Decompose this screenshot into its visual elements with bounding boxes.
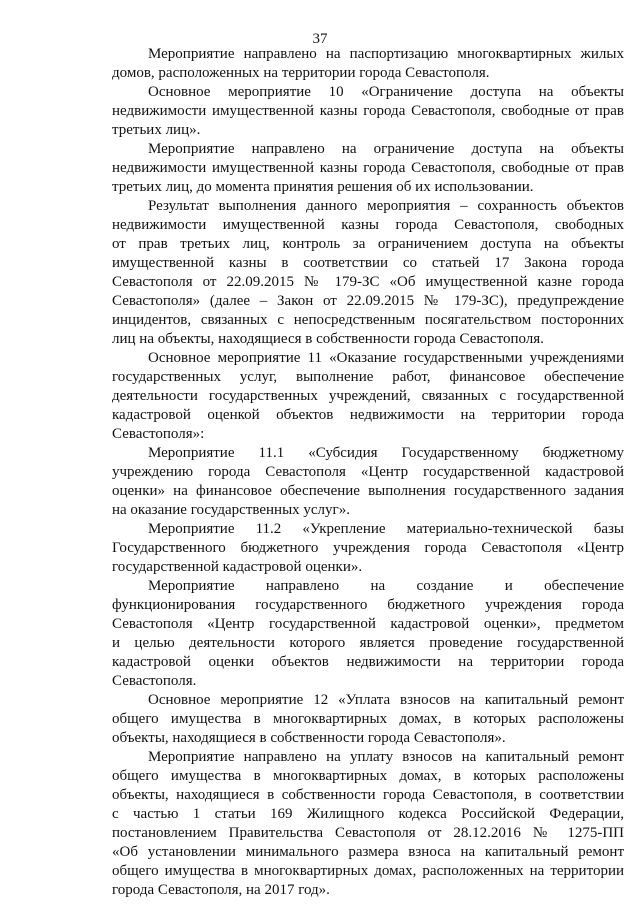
text-line: от прав третьих лиц, контроль за ограничением доступа на объекты [112, 236, 624, 252]
text-line: Основное мероприятие 12 «Уплата взносов на капитальный ремонт [148, 692, 624, 708]
text-line: государственной кадастровой оценки». [112, 559, 363, 575]
text-line: Севастополя от 22.09.2015 № 179-ЗС «Об имущественной казне города [112, 274, 624, 290]
text-line: «Об установлении минимального размера взноса на капитальный ремонт [112, 844, 624, 860]
text-line: недвижимости имущественной казны города Севастополя, свободных [112, 217, 624, 233]
text-line: третьих лиц, до момента принятия решения об их использовании. [112, 179, 534, 195]
text-line: деятельности государственных учреждений, связанных с государственной [112, 388, 624, 404]
text-line: объекты, находящиеся в собственности города Севастополя». [112, 730, 506, 746]
text-line: инцидентов, связанных с непосредственным посягательством посторонних [112, 312, 624, 328]
text-line: домов, расположенных на территории города Севастополя. [112, 65, 490, 81]
text-line: объекты, находящиеся в собственности города Севастополя, в соответствии [112, 787, 624, 803]
text-line: Севастополя» (далее – Закон от 22.09.2015 № 179-ЗС), предупреждение [112, 293, 624, 309]
text-line: Севастополя»: [112, 426, 205, 442]
text-line: оценки» на финансовое обеспечение выполнения государственного задания [112, 483, 624, 499]
text-line: общего имущества в многоквартирных домах, расположенных на территории [112, 863, 624, 879]
text-line: Мероприятие направлено на ограничение доступа на объекты [148, 141, 624, 157]
text-line: кадастровой оценки объектов недвижимости на территории города [112, 654, 624, 670]
text-line: Мероприятие 11.1 «Субсидия Государственному бюджетному [148, 445, 624, 461]
text-line: Севастополя. [112, 673, 197, 689]
text-line: Мероприятие 11.2 «Укрепление материально-технической базы [148, 521, 624, 537]
text-line: функционирования государственного бюджетного учреждения города [112, 597, 624, 613]
text-line: недвижимости имущественной казны города Севастополя, свободные от прав [112, 160, 624, 176]
page-number: 37 [312, 31, 328, 47]
text-line: Государственного бюджетного учреждения города Севастополя «Центр [112, 540, 624, 556]
text-line: Результат выполнения данного мероприятия – сохранность объектов [148, 198, 624, 214]
text-line: общего имущества в многоквартирных домах, в которых расположены [112, 711, 624, 727]
text-line: Основное мероприятие 11 «Оказание государственными учреждениями [148, 350, 624, 366]
text-line: государственных услуг, выполнение работ, финансовое обеспечение [112, 369, 624, 385]
text-line: имущественной казны в соответствии со статьей 17 Закона города [112, 255, 624, 271]
text-line: лиц на объекты, находящиеся в собственности города Севастополя. [112, 331, 544, 347]
text-line: Основное мероприятие 10 «Ограничение доступа на объекты [148, 84, 624, 100]
text-line: и целью деятельности которого является проведение государственной [112, 635, 624, 651]
text-line: учреждению города Севастополя «Центр государственной кадастровой [112, 464, 624, 480]
text-line: Мероприятие направлено на создание и обеспечение [148, 578, 624, 594]
text-line: города Севастополя, на 2017 год». [112, 882, 330, 898]
text-line: постановлением Правительства Севастополя от 28.12.2016 № 1275-ПП [112, 825, 624, 841]
text-line: Севастополя «Центр государственной кадастровой оценки», предметом [112, 616, 624, 632]
text-line: кадастровой оценкой объектов недвижимости на территории города [112, 407, 624, 423]
text-line: недвижимости имущественной казны города Севастополя, свободные от прав [112, 103, 624, 119]
text-line: третьих лиц». [112, 122, 201, 138]
text-line: на оказание государственных услуг». [112, 502, 350, 518]
text-line: с частью 1 статьи 169 Жилищного кодекса Российской Федерации, [112, 806, 624, 822]
text-line: общего имущества в многоквартирных домах, в которых расположены [112, 768, 624, 784]
text-line: Мероприятие направлено на уплату взносов на капитальный ремонт [148, 749, 624, 765]
text-line: Мероприятие направлено на паспортизацию многоквартирных жилых [148, 46, 624, 62]
